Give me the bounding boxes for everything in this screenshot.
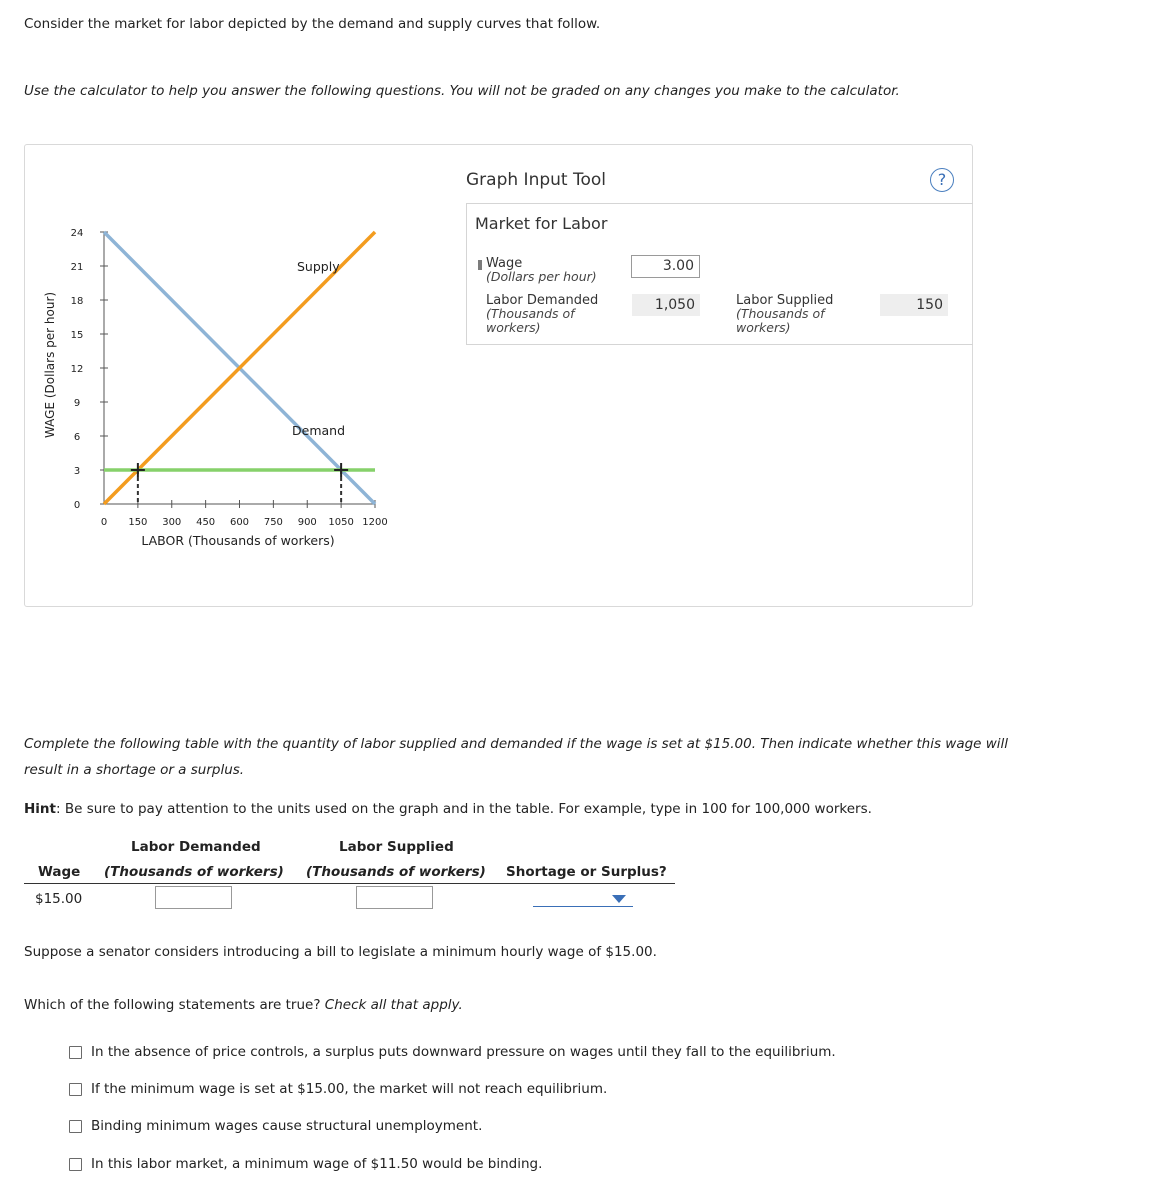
row-wage-value: $15.00 bbox=[35, 891, 83, 907]
option-label: Binding minimum wages cause structural unemployment. bbox=[91, 1118, 483, 1134]
labor-demanded-input[interactable] bbox=[155, 886, 232, 909]
shortage-surplus-dropdown[interactable] bbox=[533, 906, 633, 907]
labor-demanded-value: 1,050 bbox=[632, 294, 700, 316]
y-tick-label: 24 bbox=[70, 228, 84, 239]
checkbox[interactable] bbox=[69, 1083, 82, 1096]
x-tick-label: 600 bbox=[229, 517, 250, 528]
table-header-rule bbox=[24, 883, 675, 884]
calculator-note: Use the calculator to help you answer the following questions. You will not be graded on any changes you make to the calculator. bbox=[24, 83, 900, 99]
graph-input-tool-title: Graph Input Tool bbox=[466, 170, 606, 190]
y-tick-label: 21 bbox=[70, 262, 84, 273]
checkbox[interactable] bbox=[69, 1046, 82, 1059]
col-header-shortage-surplus: Shortage or Surplus? bbox=[506, 864, 667, 880]
option-label: In this labor market, a minimum wage of $11.50 would be binding. bbox=[91, 1156, 543, 1172]
labor-demanded-label: Labor Demanded (Thousands of workers) bbox=[486, 293, 599, 335]
wage-input[interactable]: 3.00 bbox=[631, 255, 700, 278]
divider bbox=[466, 344, 973, 345]
supply-label: Supply bbox=[297, 259, 340, 274]
option-row[interactable] bbox=[69, 1044, 836, 1060]
option-row[interactable] bbox=[69, 1156, 542, 1172]
labor-supplied-label: Labor Supplied (Thousands of workers) bbox=[736, 293, 834, 335]
x-tick-label: 0 bbox=[100, 517, 108, 528]
wage-field-label: Wage (Dollars per hour) bbox=[486, 256, 597, 284]
y-tick-label: 12 bbox=[70, 364, 84, 375]
y-tick-label: 15 bbox=[70, 330, 84, 341]
x-axis-label: LABOR (Thousands of workers) bbox=[141, 533, 335, 548]
option-label: If the minimum wage is set at $15.00, the market will not reach equilibrium. bbox=[91, 1081, 608, 1097]
x-tick-label: 900 bbox=[297, 517, 317, 528]
which-statements-text: Which of the following statements are true? Check all that apply. bbox=[24, 997, 463, 1013]
col-header-labor-demanded: Labor Demanded bbox=[131, 839, 261, 855]
y-tick-label: 3 bbox=[73, 466, 81, 477]
y-tick-label: 6 bbox=[73, 432, 81, 443]
senator-text: Suppose a senator considers introducing a bill to legislate a minimum hourly wage of $15.00. bbox=[24, 944, 657, 960]
checkbox[interactable] bbox=[69, 1158, 82, 1171]
demand-label: Demand bbox=[292, 423, 346, 438]
col-header-labor-supplied: Labor Supplied bbox=[339, 839, 454, 855]
x-tick-label: 300 bbox=[162, 517, 182, 528]
question-text: Complete the following table with the quantity of labor supplied and demanded if the wage is set at $15.00. Then indicate whether this wage will result in a shortage or a surplus. bbox=[24, 736, 1009, 778]
labor-supplied-value: 150 bbox=[880, 294, 948, 316]
option-row[interactable] bbox=[69, 1118, 482, 1134]
x-tick-label: 1050 bbox=[328, 517, 354, 528]
help-icon[interactable]: ? bbox=[930, 168, 954, 192]
y-axis-label: WAGE (Dollars per hour) bbox=[43, 291, 57, 439]
checkbox[interactable] bbox=[69, 1120, 82, 1133]
x-tick-label: 450 bbox=[196, 517, 216, 528]
labor-supplied-input[interactable] bbox=[356, 886, 433, 909]
dropdown-arrow-icon[interactable] bbox=[612, 895, 626, 903]
option-label: In the absence of price controls, a surplus puts downward pressure on wages until they fall to the equilibrium. bbox=[91, 1044, 836, 1060]
intro-text: Consider the market for labor depicted by the demand and supply curves that follow. bbox=[24, 16, 601, 32]
option-row[interactable] bbox=[69, 1081, 607, 1097]
y-tick-label: 9 bbox=[73, 398, 81, 409]
x-tick-label: 750 bbox=[263, 517, 283, 528]
hint-text: Hint: Be sure to pay attention to the units used on the graph and in the table. For example, type in 100 for 100,000 workers. bbox=[24, 801, 872, 817]
col-header-demanded-unit: (Thousands of workers) bbox=[104, 864, 284, 880]
divider bbox=[466, 203, 467, 345]
x-tick-label: 150 bbox=[128, 517, 148, 528]
y-tick-label: 0 bbox=[73, 500, 81, 511]
labor-market-graph[interactable] bbox=[30, 220, 410, 560]
y-tick-label: 18 bbox=[70, 296, 84, 307]
wage-series-marker bbox=[478, 260, 482, 270]
divider bbox=[466, 203, 973, 204]
x-tick-label: 1200 bbox=[362, 517, 388, 528]
col-header-supplied-unit: (Thousands of workers) bbox=[306, 864, 486, 880]
col-header-wage: Wage bbox=[38, 864, 81, 880]
market-title: Market for Labor bbox=[475, 214, 608, 233]
